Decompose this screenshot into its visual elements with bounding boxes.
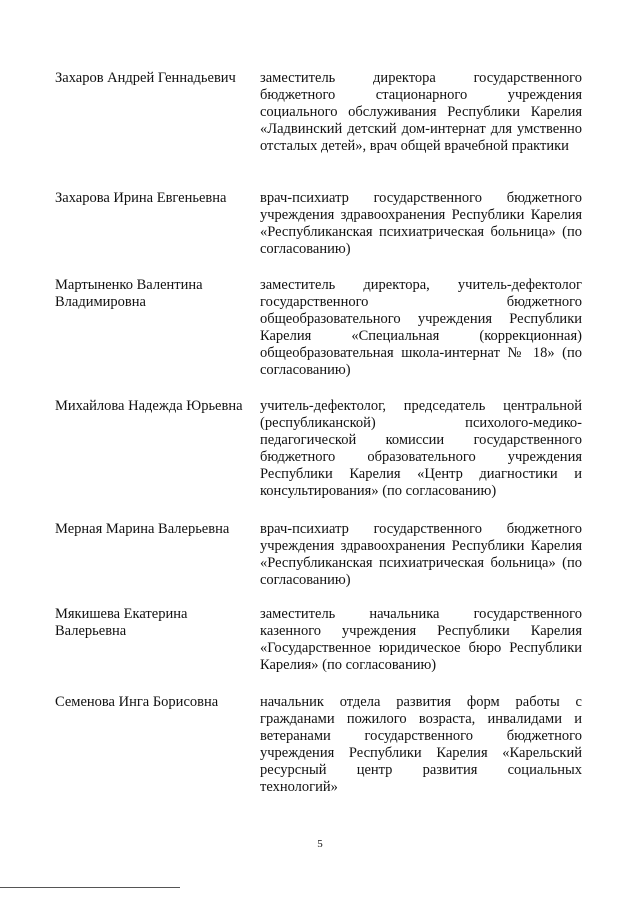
person-name: Захарова Ирина Евгеньевна	[55, 190, 227, 206]
person-name: Семенова Инга Борисовна	[55, 694, 219, 710]
person-role: врач-психиатр государственного бюджетного учреждения здравоохранения Республики Карелия «Республиканская психиатрическая больница» (по согласованию)	[260, 190, 582, 257]
person-role: врач-психиатр государственного бюджетного учреждения здравоохранения Республики Карелия «Республиканская психиатрическая больница» (по согласованию)	[260, 521, 582, 588]
person-name: Мякишева Екатерина Валерьевна	[55, 606, 188, 639]
person-role: начальник отдела развития форм работы с гражданами пожилого возраста, инвалидами и ветеранами государственного бюджетного учреждения Республики Карелия «Карельский ресурсный центр развития социальных технологий»	[260, 694, 582, 795]
person-role: заместитель директора, учитель-дефектолог государственного бюджетного общеобразовательного учреждения Республики Карелия «Специальная (коррекционная) общеобразовательная школа-интернат № 18» (по согласованию)	[260, 277, 582, 378]
footer-divider	[0, 887, 180, 888]
person-name: Захаров Андрей Геннадьевич	[55, 70, 236, 86]
person-role: заместитель начальника государственного казенного учреждения Республики Карелия «Государственное юридическое бюро Республики Карелия» (по согласованию)	[260, 606, 582, 673]
page-number: 5	[317, 838, 323, 850]
person-role: учитель-дефектолог, председатель центральной (республиканской) психолого-медико-педагогической комиссии государственного бюджетного образовательного учреждения Республики Карелия «Центр диагностики и консультирования» (по согласованию)	[260, 398, 582, 499]
person-name: Мартыненко Валентина Владимировна	[55, 277, 203, 310]
person-role: заместитель директора государственного бюджетного стационарного учреждения социального обслуживания Республики Карелия «Ладвинский детский дом-интернат для умственно отсталых детей», врач общей врачебной практики	[260, 70, 582, 154]
person-name: Михайлова Надежда Юрьевна	[55, 398, 243, 414]
person-name: Мерная Марина Валерьевна	[55, 521, 230, 537]
